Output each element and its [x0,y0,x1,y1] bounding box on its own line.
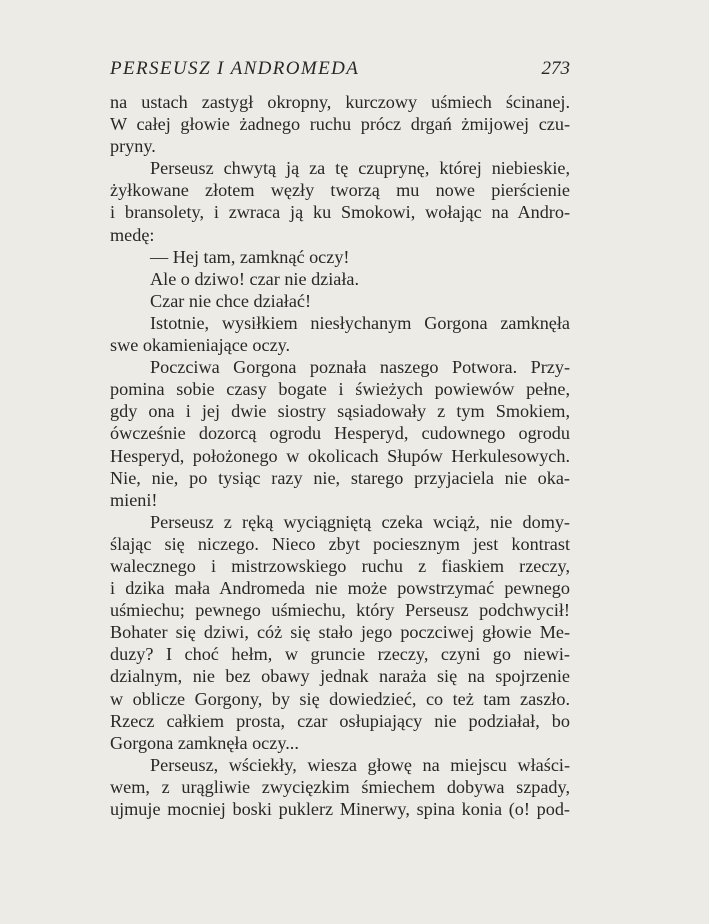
text-line: pryny. [110,136,156,157]
text-line: Nie, nie, po tysiąc razy nie, starego przyjaciela nie oka- [110,467,570,488]
text-line: Hesperyd, położonego w okolicach Słupów Herkulesowych. [110,445,570,466]
text-line: Rzecz całkiem prosta, czar osłupiający nie podziałał, bo [110,710,570,731]
text-line: żyłkowane złotem węzły tworzą mu nowe pierścienie [110,180,570,201]
text-line: duzy? I choć hełm, w gruncie rzeczy, czyni go niewi- [110,644,570,665]
text-line: swe okamieniające oczy. [110,335,291,356]
text-line: pomina sobie czasy bogate i świeżych powiewów pełne, [110,379,570,400]
page-number: 273 [541,58,570,79]
text-line: Perseusz z ręką wyciągniętą czeka wciąż, nie domy- [150,511,570,532]
body-text [110,91,570,820]
text-line: — Hej tam, zamknąć oczy! [150,246,350,267]
running-head [110,54,570,84]
text-line: W całej głowie żadnego ruchu prócz drgań żmijowej czu- [110,114,570,135]
text-line: ślając się niczego. Nieco zbyt pociesznym jest kontrast [110,533,570,554]
text-line: mieni! [110,489,158,510]
text-line: w oblicze Gorgony, by się dowiedzieć, co też tam zaszło. [110,688,570,709]
text-line: Gorgona zamknęła oczy... [110,732,299,753]
text-line: Poczciwa Gorgona poznała naszego Potwora. Przy- [150,357,570,378]
text-line: Istotnie, wysiłkiem niesłychanym Gorgona zamknęła [150,312,570,333]
text-line: na ustach zastygł okropny, kurczowy uśmiech ścinanej. [110,92,570,112]
text-line: walecznego i mistrzowskiego ruchu z fiaskiem rzeczy, [110,555,570,576]
text-line: i dzika mała Andromeda nie może powstrzymać pewnego [110,578,570,599]
text-line: ujmuje mocniej boski puklerz Minerwy, spina konia (o! pod- [110,799,570,819]
text-line: ówcześnie dozorcą ogrodu Hesperyd, cudownego ogrodu [110,423,570,444]
text-line: Perseusz, wściekły, wiesza głowę na miejscu właści- [150,754,570,775]
text-line: Ale o dziwo! czar nie działa. [150,268,360,289]
running-head-title: PERSEUSZ I ANDROMEDA [110,58,360,79]
text-line: Czar nie chce działać! [150,290,312,311]
text-line: dzialnym, nie bez obawy jednak naraża się na spojrzenie [110,666,570,687]
text-line: i bransolety, i zwraca ją ku Smokowi, wołając na Andro- [110,202,570,223]
text-line: Perseusz chwytą ją za tę czuprynę, której niebieskie, [150,158,570,179]
text-line: wem, z urągliwie zwycięzkim śmiechem dobywa szpady, [110,776,570,797]
text-line: medę: [110,224,155,245]
text-line: gdy ona i jej dwie siostry sąsiadowały z tym Smokiem, [110,401,570,422]
text-line: uśmiechu; pewnego uśmiechu, który Perseusz podchwycił! [110,600,570,621]
text-line: Bohater się dziwi, cóż się stało jego poczciwej głowie Me- [110,622,570,643]
